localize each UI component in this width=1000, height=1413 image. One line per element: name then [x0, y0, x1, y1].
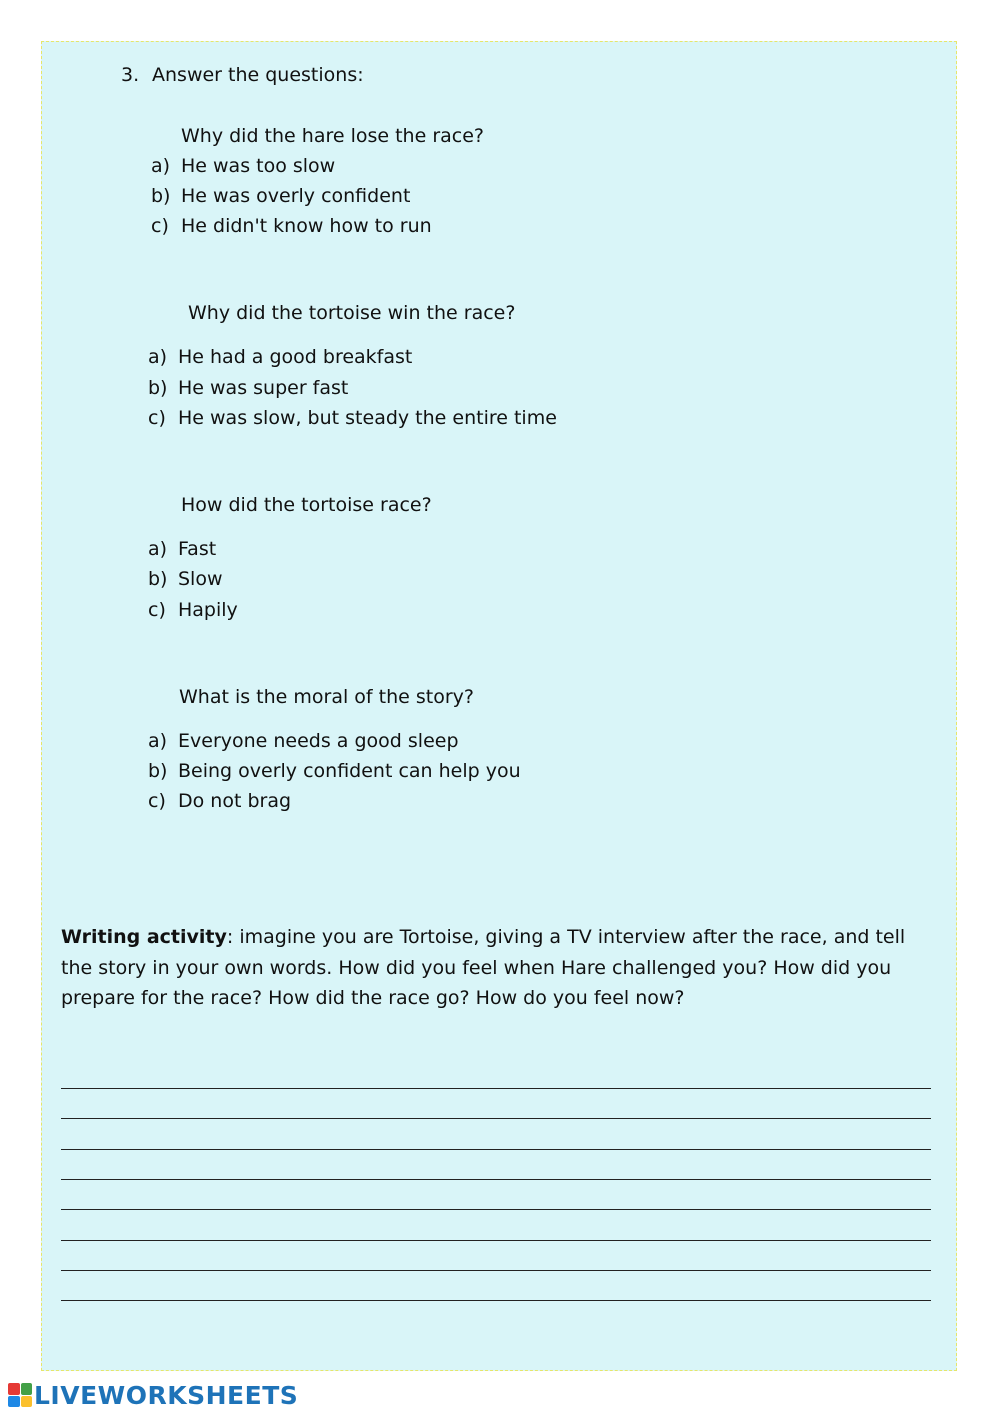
- liveworksheets-logo-text: LIVEWORKSHEETS: [34, 1380, 299, 1410]
- liveworksheets-logo-icon: [8, 1383, 32, 1407]
- question-4-option-c-letter: c): [148, 790, 166, 812]
- question-3-option-b[interactable]: Slow: [178, 568, 223, 590]
- question-2-option-c-letter: c): [148, 407, 166, 429]
- question-2-option-a-letter: a): [148, 346, 168, 368]
- question-2-text: Why did the tortoise win the race?: [188, 302, 516, 324]
- question-3-option-a[interactable]: Fast: [178, 538, 217, 560]
- question-2-option-a[interactable]: He had a good breakfast: [178, 346, 413, 368]
- answer-line[interactable]: [61, 1240, 931, 1241]
- section-title: Answer the questions:: [152, 64, 364, 86]
- answer-line[interactable]: [61, 1300, 931, 1301]
- question-1-option-c[interactable]: He didn't know how to run: [181, 215, 432, 237]
- answer-line[interactable]: [61, 1118, 931, 1119]
- question-2-option-c[interactable]: He was slow, but steady the entire time: [178, 407, 557, 429]
- question-3-text: How did the tortoise race?: [181, 494, 432, 516]
- answer-line[interactable]: [61, 1149, 931, 1150]
- writing-activity-heading: Writing activity: [61, 926, 227, 948]
- question-2-option-b-letter: b): [148, 377, 168, 399]
- question-3-option-b-letter: b): [148, 568, 168, 590]
- question-4-option-b-letter: b): [148, 760, 168, 782]
- writing-activity-body: : imagine you are Tortoise, giving a TV interview after the race, and tell the story in your own words. How did you feel when Hare challenged you? How did you prepare for the race? How did the race go? How do you feel now?: [61, 926, 906, 1009]
- liveworksheets-logo: [8, 1380, 298, 1410]
- question-3-option-c[interactable]: Hapily: [178, 599, 238, 621]
- question-1-option-b-letter: b): [151, 185, 171, 207]
- question-1-text: Why did the hare lose the race?: [181, 125, 485, 147]
- section-number: 3.: [121, 64, 140, 86]
- question-4-text: What is the moral of the story?: [179, 686, 474, 708]
- question-2-option-b[interactable]: He was super fast: [178, 377, 349, 399]
- answer-line[interactable]: [61, 1088, 931, 1089]
- question-1-option-a[interactable]: He was too slow: [181, 155, 336, 177]
- question-4-option-b[interactable]: Being overly confident can help you: [178, 760, 521, 782]
- answer-line[interactable]: [61, 1209, 931, 1210]
- question-4-option-a-letter: a): [148, 730, 168, 752]
- question-1-option-a-letter: a): [151, 155, 171, 177]
- answer-line[interactable]: [61, 1270, 931, 1271]
- question-3-option-a-letter: a): [148, 538, 168, 560]
- question-4-option-a[interactable]: Everyone needs a good sleep: [178, 730, 459, 752]
- question-1-option-b[interactable]: He was overly confident: [181, 185, 411, 207]
- question-4-option-c[interactable]: Do not brag: [178, 790, 292, 812]
- question-1-option-c-letter: c): [151, 215, 169, 237]
- question-3-option-c-letter: c): [148, 599, 166, 621]
- answer-line[interactable]: [61, 1179, 931, 1180]
- writing-activity-prompt: [61, 922, 941, 1014]
